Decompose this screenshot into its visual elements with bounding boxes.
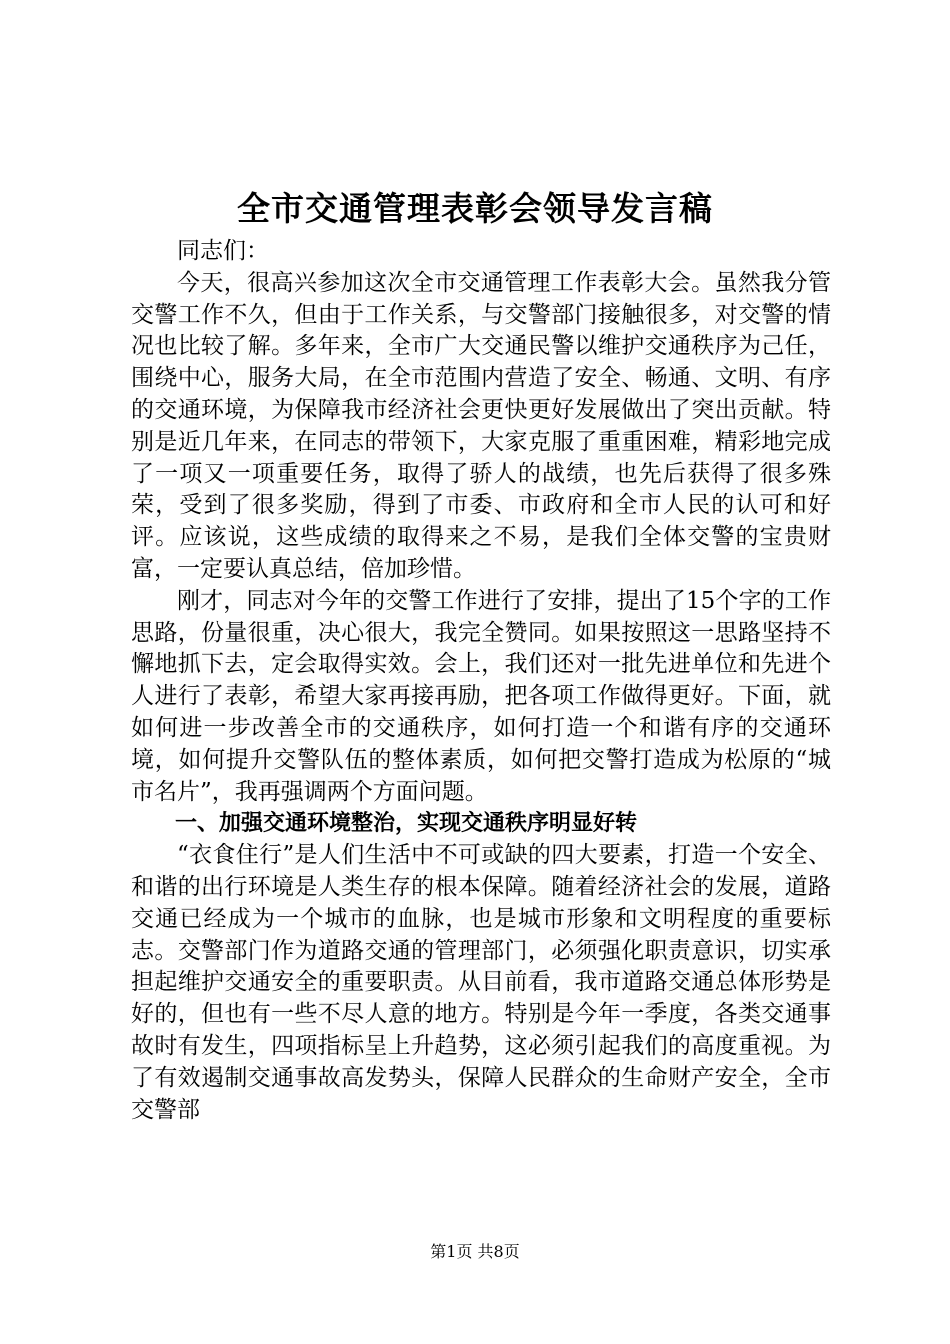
paragraph-2: 刚才，同志对今年的交警工作进行了安排，提出了15个字的工作思路，份量很重，决心很大，我完全赞同。如果按照这一思路坚持不懈地抓下去，定会取得实效。会上，我们还对一批先进单位和先进个人进行了表彰，希望大家再接再励，把各项工作做得更好。下面，就如何进一步改善全市的交通秩序，如何打造一个和谐有序的交通环境，如何提升交警队伍的整体素质，如何把交警打造成为松原的“城市名片”，我再强调两个方面问题。 (131, 587, 831, 805)
salutation: 同志们： (177, 238, 269, 264)
document-title: 全市交通管理表彰会领导发言稿 (237, 189, 713, 228)
section-paragraph: “衣食住行”是人们生活中不可或缺的四大要素，打造一个安全、和谐的出行环境是人类生存的根本保障。随着经济社会的发展，道路交通已经成为一个城市的血脉，也是城市形象和文明程度的重要标志。交警部门作为道路交通的管理部门，必须强化职责意识，切实承担起维护交通安全的重要职责。从目前看，我市道路交通总体形势是好的，但也有一些不尽人意的地方。特别是今年一季度，各类交通事故时有发生，四项指标呈上升趋势，这必须引起我们的高度重视。为了有效遏制交通事故高发势头，保障人民群众的生命财产安全，全市交警部 (131, 842, 831, 1123)
document-body (131, 236, 831, 1126)
section-heading: 一、加强交通环境整治，实现交通秩序明显好转 (175, 811, 638, 837)
page-footer: 第1页 共8页 (430, 1242, 520, 1261)
paragraph-1: 今天，很高兴参加这次全市交通管理工作表彰大会。虽然我分管交警工作不久，但由于工作关系，与交警部门接触很多，对交警的情况也比较了解。多年来，全市广大交通民警以维护交通秩序为己任，围绕中心，服务大局，在全市范围内营造了安全、畅通、文明、有序的交通环境，为保障我市经济社会更快更好发展做出了突出贡献。特别是近几年来，在同志的带领下，大家克服了重重困难，精彩地完成了一项又一项重要任务，取得了骄人的战绩，也先后获得了很多殊荣，受到了很多奖励，得到了市委、市政府和全市人民的认可和好评。应该说，这些成绩的取得来之不易，是我们全体交警的宝贵财富，一定要认真总结，倍加珍惜。 (131, 269, 831, 582)
